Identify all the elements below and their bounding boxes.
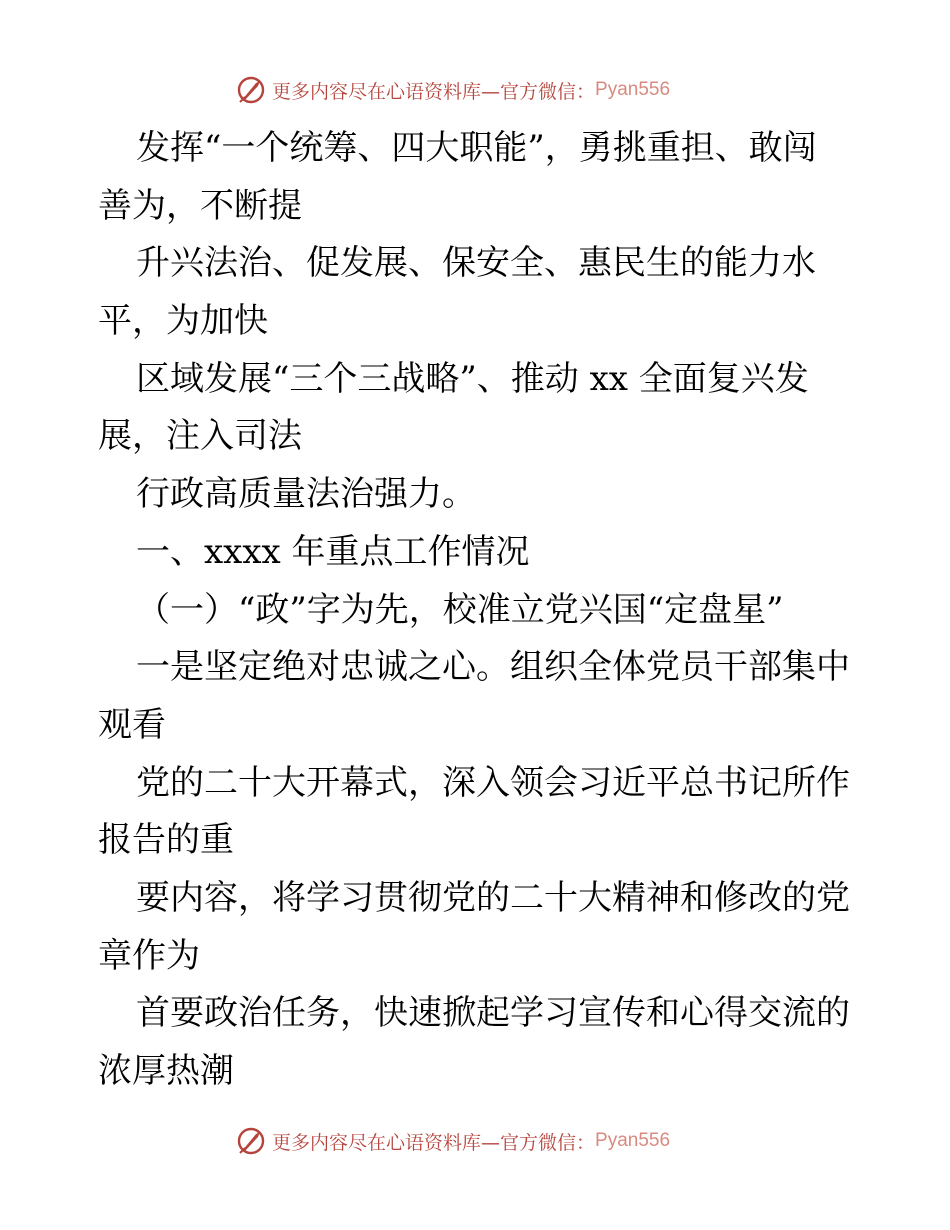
watermark-text: 更多内容尽在心语资料库—官方微信： — [272, 1131, 596, 1154]
text-line: 发挥“一个统筹、四大职能”，勇挑重担、敢闯 — [136, 128, 817, 168]
text-line: 首要政治任务，快速掀起学习宣传和心得交流的 — [136, 993, 850, 1034]
text-line: 善为，不断提 — [98, 185, 302, 226]
document-body — [98, 120, 858, 1101]
footer-watermark — [236, 1124, 670, 1158]
text-line: 观看 — [98, 704, 166, 745]
watermark-wechat-id: Pyan556 — [595, 1130, 671, 1151]
text-line: （一）“政”字为先，校准立党兴国“定盘星” — [136, 589, 784, 630]
text-line: 浓厚热潮 — [98, 1051, 234, 1091]
watermark-text: 更多内容尽在心语资料库—官方微信： — [272, 80, 596, 103]
text-line: 章作为 — [98, 935, 200, 976]
quill-pen-circle-icon — [236, 1126, 266, 1156]
text-line: 报告的重 — [98, 820, 234, 861]
text-line: 展，注入司法 — [98, 416, 302, 457]
text-line: 要内容，将学习贯彻党的二十大精神和修改的党 — [136, 877, 850, 918]
text-line: 党的二十大开幕式，深入领会习近平总书记所作 — [136, 762, 850, 803]
text-line: 一是坚定绝对忠诚之心。组织全体党员干部集中 — [136, 647, 850, 688]
quill-pen-circle-icon — [236, 75, 266, 105]
watermark-wechat-id: Pyan556 — [595, 79, 671, 100]
text-line: 区域发展“三个三战略”、推动 xx 全面复兴发 — [136, 358, 809, 399]
text-line: 升兴法治、促发展、保安全、惠民生的能力水 — [136, 243, 816, 284]
text-line: 行政高质量法治强力。 — [136, 474, 476, 515]
header-watermark — [236, 73, 670, 107]
text-line: 一、xxxx 年重点工作情况 — [136, 531, 530, 572]
text-line: 平，为加快 — [98, 301, 268, 342]
